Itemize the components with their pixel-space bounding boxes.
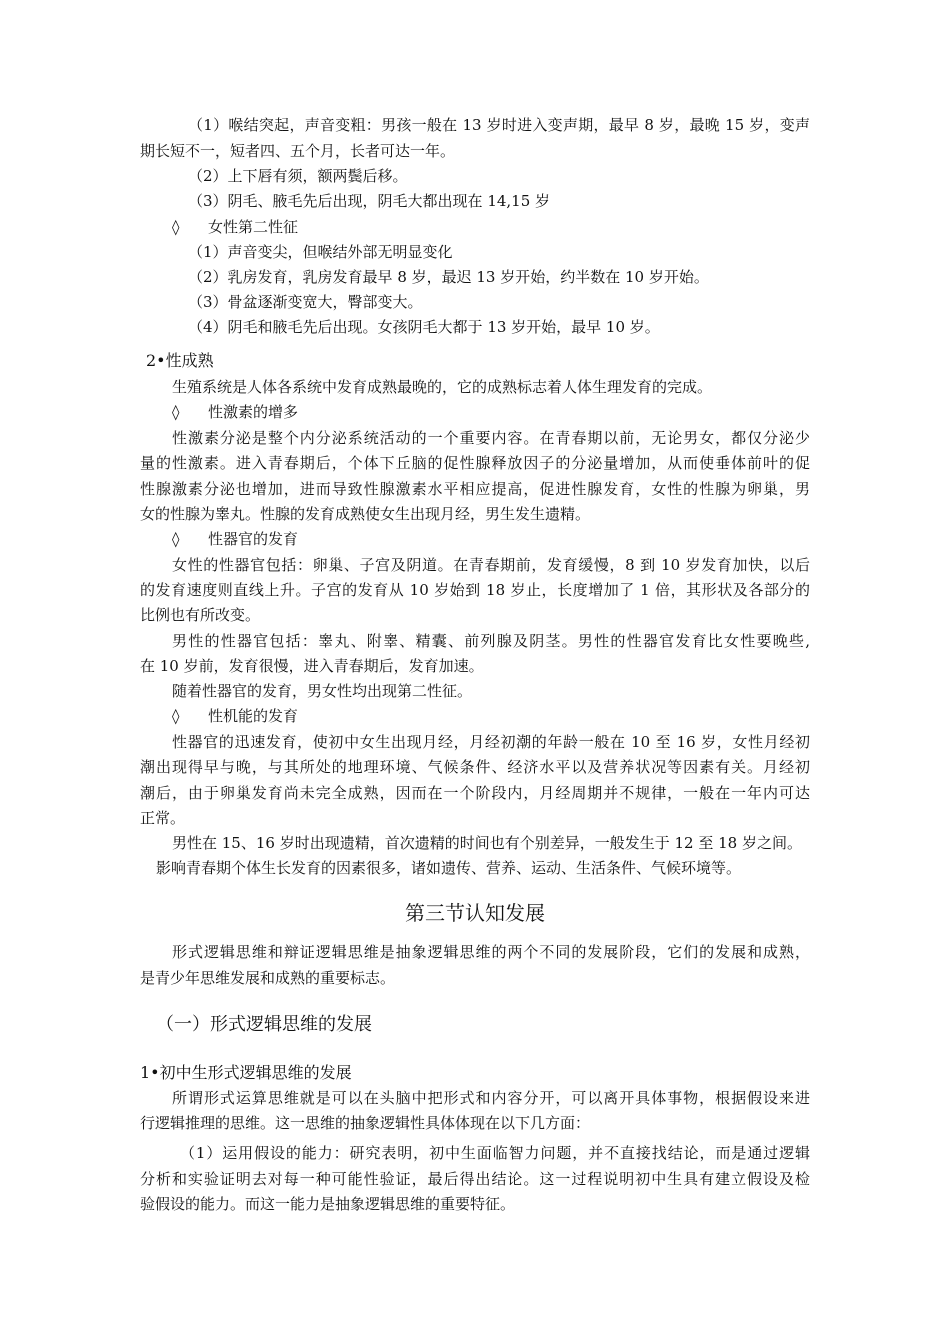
organs-female-line-1: 女性的性器官包括：卵巢、子宫及阴道。在青春期前，发育缓慢，8 到 10 岁发育加快，以后 bbox=[172, 556, 810, 574]
female-heading-text: 女性第二性征 bbox=[208, 218, 299, 236]
ability-line-1: （1）运用假设的能力：研究表明，初中生面临智力问题，并不直接找结论，而是通过逻辑 bbox=[180, 1144, 810, 1162]
male-item-2: （2）上下唇有须，额两鬓后移。 bbox=[188, 167, 408, 185]
function-line-3: 潮后，由于卵巢发育尚未完全成熟，因而在一个阶段内，月经周期并不规律，一般在一年内可达 bbox=[140, 784, 810, 802]
organs-male-line-2: 在 10 岁前，发育很慢，进入青春期后，发育加速。 bbox=[140, 657, 484, 675]
function-male: 男性在 15、16 岁时出现遗精，首次遗精的时间也有个别差异，一般发生于 12 至 18 岁之间。 bbox=[172, 834, 802, 852]
female-heading bbox=[172, 216, 298, 238]
male-item-1-line-1: （1）喉结突起，声音变粗：男孩一般在 13 岁时进入变声期，最早 8 岁，最晚 15 岁，变声 bbox=[188, 116, 810, 134]
section-title: 第三节认知发展 bbox=[405, 901, 545, 925]
function-heading bbox=[172, 705, 298, 727]
function-heading-text: 性机能的发育 bbox=[208, 707, 299, 725]
subsubsection-heading: 1•初中生形式逻辑思维的发展 bbox=[140, 1063, 352, 1082]
subsection-heading: （一）形式逻辑思维的发展 bbox=[156, 1014, 372, 1035]
male-item-3: （3）阴毛、腋毛先后出现，阴毛大都出现在 14,15 岁 bbox=[188, 192, 551, 210]
organs-followup: 随着性器官的发育，男女性均出现第二性征。 bbox=[172, 682, 473, 700]
female-item-3: （3）骨盆逐渐变宽大，臀部变大。 bbox=[188, 293, 423, 311]
organs-female-line-3: 比例也有所改变。 bbox=[140, 606, 261, 624]
hormone-line-2: 量的性激素。进入青春期后，个体下丘脑的促性腺释放因子的分泌量增加，从而使垂体前叶的促 bbox=[140, 454, 810, 472]
definition-line-1: 所谓形式运算思维就是可以在头脑中把形式和内容分开，可以离开具体事物，根据假设来进 bbox=[172, 1089, 810, 1107]
diamond-bullet-icon: ◊ bbox=[172, 530, 180, 548]
organs-heading-text: 性器官的发育 bbox=[208, 530, 299, 548]
female-item-1: （1）声音变尖，但喉结外部无明显变化 bbox=[188, 243, 453, 261]
sex-maturity-intro: 生殖系统是人体各系统中发育成熟最晚的，它的成熟标志着人体生理发育的完成。 bbox=[172, 378, 713, 396]
ability-line-2: 分析和实验证明去对每一种可能性验证，最后得出结论。这一过程说明初中生具有建立假设及检 bbox=[140, 1170, 810, 1188]
ability-line-3: 验假设的能力。而这一能力是抽象逻辑思维的重要特征。 bbox=[140, 1195, 516, 1213]
hormone-line-1: 性激素分泌是整个内分泌系统活动的一个重要内容。在青春期以前，无论男女，都仅分泌少 bbox=[172, 429, 810, 447]
growth-factors: 影响青春期个体生长发育的因素很多，诸如遗传、营养、运动、生活条件、气候环境等。 bbox=[156, 859, 742, 877]
diamond-bullet-icon: ◊ bbox=[172, 707, 180, 725]
organs-heading bbox=[172, 528, 298, 550]
male-item-1-line-2: 期长短不一，短者四、五个月，长者可达一年。 bbox=[140, 142, 456, 160]
organs-female-line-2: 的发育速度则直线上升。子宫的发育从 10 岁始到 18 岁止，长度增加了 1 倍，其形状及各部分的 bbox=[140, 581, 810, 599]
definition-line-2: 行逻辑推理的思维。这一思维的抽象逻辑性具体体现在以下几方面： bbox=[140, 1114, 591, 1132]
hormone-line-4: 女的性腺为睾丸。性腺的发育成熟使女生出现月经，男生发生遗精。 bbox=[140, 505, 591, 523]
diamond-bullet-icon: ◊ bbox=[172, 403, 180, 421]
female-item-4: （4）阴毛和腋毛先后出现。女孩阴毛大都于 13 岁开始，最早 10 岁。 bbox=[188, 318, 660, 336]
function-line-2: 潮出现得早与晚，与其所处的地理环境、气候条件、经济水平以及营养状况等因素有关。月经初 bbox=[140, 758, 810, 776]
function-line-1: 性器官的迅速发育，使初中女生出现月经，月经初潮的年龄一般在 10 至 16 岁，女性月经初 bbox=[172, 733, 810, 751]
section-intro-line-2: 是青少年思维发展和成熟的重要标志。 bbox=[140, 969, 396, 987]
diamond-bullet-icon: ◊ bbox=[172, 218, 180, 236]
female-item-2: （2）乳房发育，乳房发育最早 8 岁，最迟 13 岁开始，约半数在 10 岁开始。 bbox=[188, 268, 709, 286]
organs-male-line-1: 男性的性器官包括：睾丸、附睾、精囊、前列腺及阴茎。男性的性器官发育比女性要晚些, bbox=[172, 632, 810, 650]
section-intro-line-1: 形式逻辑思维和辩证逻辑思维是抽象逻辑思维的两个不同的发展阶段，它们的发展和成熟， bbox=[172, 943, 810, 961]
hormone-heading-text: 性激素的增多 bbox=[208, 403, 299, 421]
function-line-4: 正常。 bbox=[140, 809, 186, 827]
hormone-heading bbox=[172, 401, 298, 423]
hormone-line-3: 性腺激素分泌也增加，进而导致性腺激素水平相应提高，促进性腺发育，女性的性腺为卵巢，男 bbox=[140, 480, 810, 498]
sex-maturity-heading: 2•性成熟 bbox=[146, 351, 214, 370]
